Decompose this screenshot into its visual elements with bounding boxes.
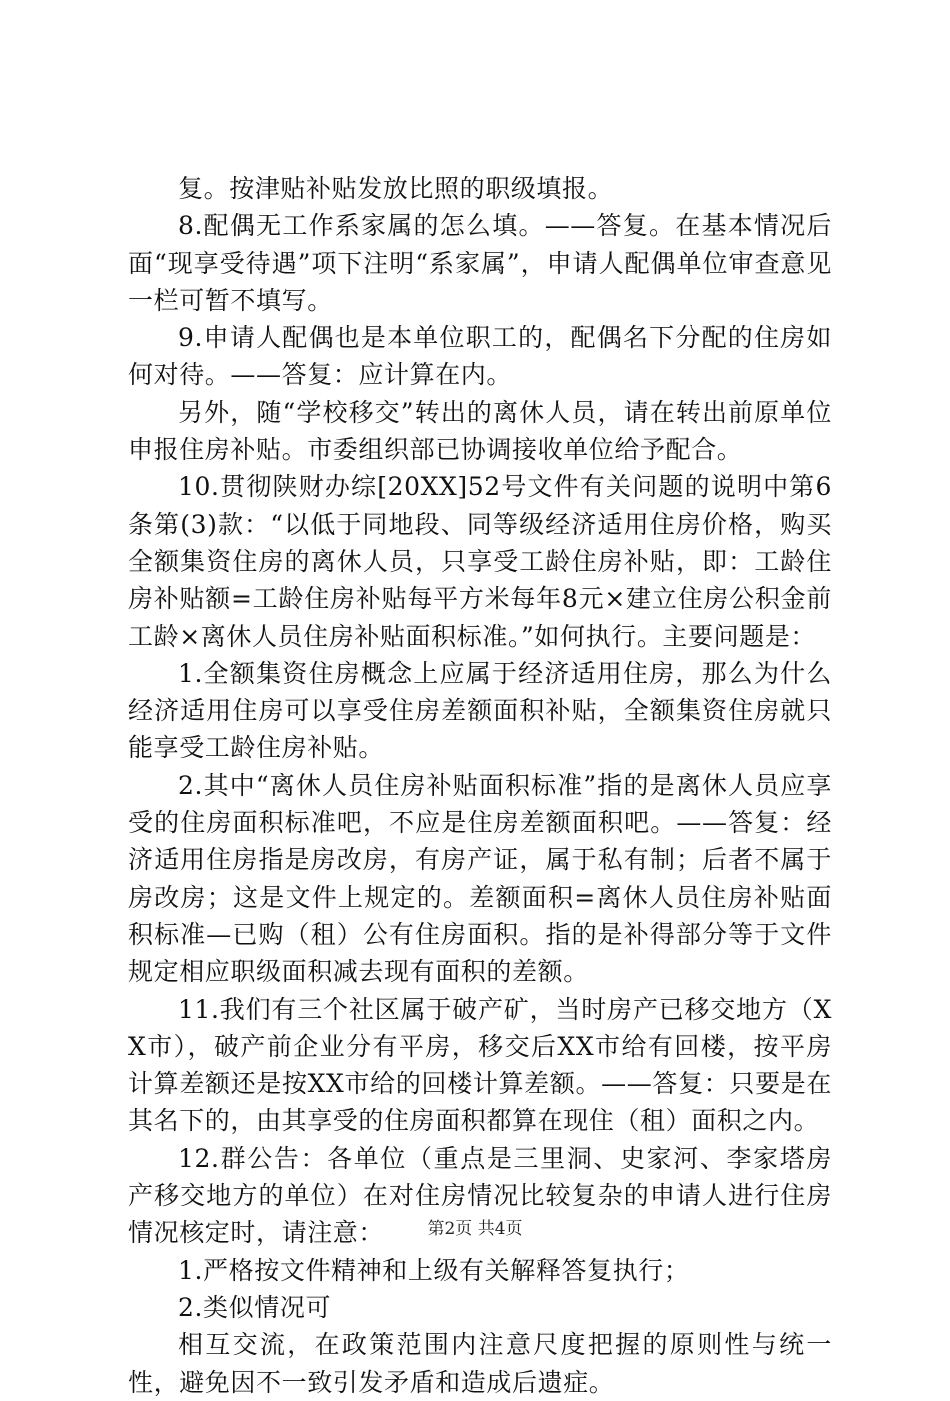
- paragraph-9: 12.群公告：各单位（重点是三里洞、史家河、李家塔房产移交地方的单位）在对住房情况比较复杂的申请人进行住房情况核定时，请注意：: [128, 1143, 832, 1248]
- paragraph-7: 2.其中“离休人员住房补贴面积标准”指的是离休人员应享受的住房面积标准吧，不应是住房差额面积吧。——答复：经济适用住房指是房改房，有房产证，属于私有制；后者不属于房改房；这是文件上规定的。差额面积=离休人员住房补贴面积标准—已购（租）公有住房面积。指的是补得部分等于文件规定相应职级面积减去现有面积的差额。: [128, 770, 832, 987]
- paragraph-2: 8.配偶无工作系家属的怎么填。——答复。在基本情况后面“现享受待遇”项下注明“系家属”，申请人配偶单位审查意见一栏可暂不填写。: [128, 211, 832, 315]
- paragraph-1: 复。按津贴补贴发放比照的职级填报。: [178, 174, 614, 203]
- paragraph-3: 9.申请人配偶也是本单位职工的，配偶名下分配的住房如何对待。——答复：应计算在内。: [128, 323, 832, 390]
- page-number-footer: 第2页 共4页: [427, 1219, 523, 1239]
- paragraph-6: 1.全额集资住房概念上应属于经济适用住房，那么为什么经济适用住房可以享受住房差额面积补贴，全额集资住房就只能享受工龄住房补贴。: [128, 658, 832, 763]
- paragraph-11: 2.类似情况可: [178, 1292, 332, 1322]
- paragraph-4: 另外，随“学校移交”转出的离休人员，请在转出前原单位申报住房补贴。市委组织部已协调接收单位给予配合。: [128, 397, 832, 465]
- paragraph-12: 相互交流，在政策范围内注意尺度把握的原则性与统一性，避免因不一致引发矛盾和造成后遗症。: [128, 1330, 832, 1397]
- paragraph-10: 1.严格按文件精神和上级有关解释答复执行；: [178, 1255, 690, 1285]
- paragraph-5: 10.贯彻陕财办综[20XX]52号文件有关问题的说明中第6条第(3)款：“以低于同地段、同等级经济适用住房价格，购买全额集资住房的离休人员，只享受工龄住房补贴，即：工龄住房补贴额=工龄住房补贴每平方米每年8元×建立住房公积金前工龄×离休人员住房补贴面积标准。”如何执行。主要问题是：: [128, 472, 832, 651]
- paragraph-8: 11.我们有三个社区属于破产矿，当时房产已移交地方（XX市），破产前企业分有平房，移交后XX市给有回楼，按平房计算差额还是按XX市给的回楼计算差额。——答复：只要是在其名下的，由其享受的住房面积都算在现住（租）面积之内。: [128, 994, 832, 1136]
